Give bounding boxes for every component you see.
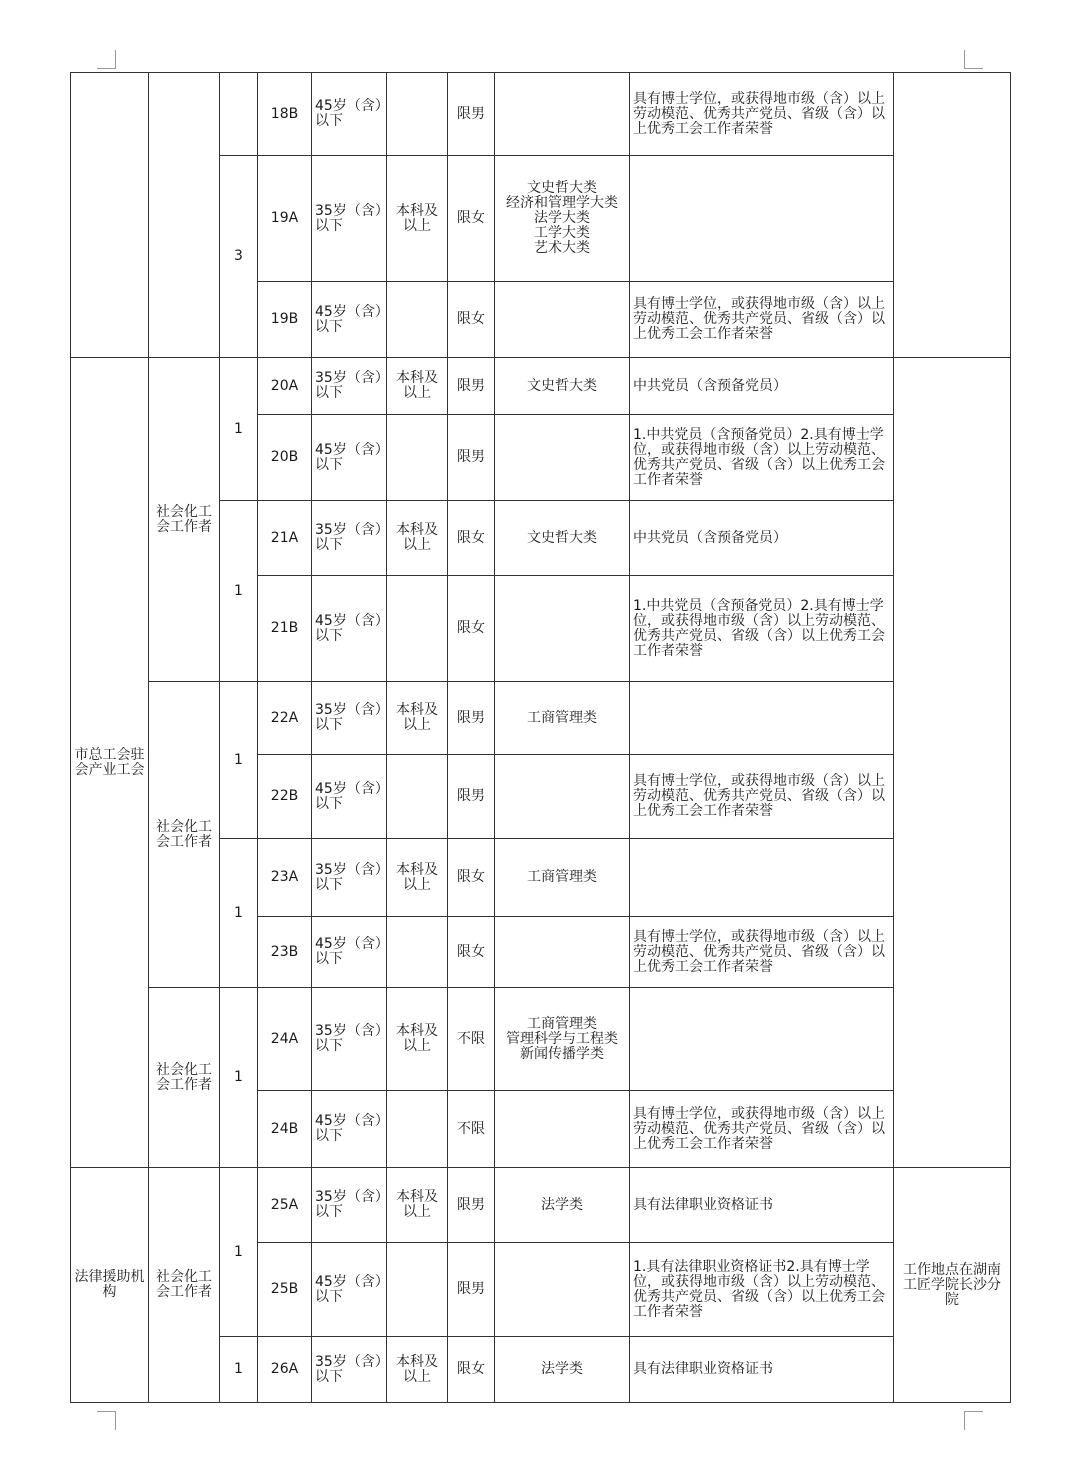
- age-limit: 45岁（含）以下: [312, 755, 387, 839]
- education: [387, 1243, 448, 1337]
- gender: 限女: [448, 917, 495, 988]
- age-limit: 35岁（含）以下: [312, 358, 387, 415]
- education: [387, 917, 448, 988]
- note-cell: [894, 73, 1011, 358]
- major: 法学类: [495, 1337, 630, 1403]
- major-line: 工学大类: [534, 225, 590, 241]
- gender: 限男: [448, 358, 495, 415]
- age-limit: 45岁（含）以下: [312, 1091, 387, 1168]
- post-code: 23A: [258, 839, 312, 917]
- hire-count: 1: [220, 1168, 258, 1337]
- education: [387, 755, 448, 839]
- education: 本科及以上: [387, 501, 448, 576]
- recruitment-table: [70, 72, 1011, 1403]
- age-limit: 35岁（含）以下: [312, 501, 387, 576]
- hire-count: 1: [220, 682, 258, 839]
- position-name: 社会化工会工作者: [149, 358, 220, 682]
- major-line: 工商管理类: [527, 1015, 597, 1032]
- table-row: [71, 988, 1011, 1091]
- post-code: 21A: [258, 501, 312, 576]
- unit-name: 市总工会驻会产业工会: [71, 358, 149, 1168]
- requirements: [630, 988, 894, 1091]
- post-code: 21B: [258, 576, 312, 682]
- major: [495, 1091, 630, 1168]
- post-code: 20B: [258, 415, 312, 501]
- hire-count: 1: [220, 501, 258, 682]
- education: 本科及以上: [387, 988, 448, 1091]
- age-limit: 45岁（含）以下: [312, 917, 387, 988]
- requirements: 1.中共党员（含预备党员）2.具有博士学位，或获得地市级（含）以上劳动模范、优秀共产党员、省级（含）以上优秀工会工作者荣誉: [630, 415, 894, 501]
- major: 工商管理类: [495, 839, 630, 917]
- position-name: 社会化工会工作者: [149, 1168, 220, 1403]
- major-line: 法学大类: [534, 210, 590, 226]
- major-line: 管理科学与工程类: [506, 1030, 618, 1047]
- major-line: 新闻传播学类: [520, 1045, 604, 1062]
- age-limit: 45岁（含）以下: [312, 73, 387, 156]
- requirements: 具有法律职业资格证书: [630, 1168, 894, 1243]
- major: [495, 917, 630, 988]
- requirements: [630, 156, 894, 282]
- education: [387, 415, 448, 501]
- education: 本科及以上: [387, 1337, 448, 1403]
- gender: 限男: [448, 73, 495, 156]
- gender: 限男: [448, 1168, 495, 1243]
- crop-mark-bottom-right: [964, 1411, 983, 1430]
- table-row: [71, 358, 1011, 415]
- gender: 限男: [448, 682, 495, 755]
- major: [495, 415, 630, 501]
- major-line: 经济和管理学大类: [506, 195, 618, 211]
- major: [495, 576, 630, 682]
- gender: 限女: [448, 282, 495, 358]
- table-row: [71, 1168, 1011, 1243]
- post-code: 26A: [258, 1337, 312, 1403]
- position-name: 社会化工会工作者: [149, 988, 220, 1168]
- unit-name: 法律援助机构: [71, 1168, 149, 1403]
- major: [495, 73, 630, 156]
- gender: 限女: [448, 576, 495, 682]
- age-limit: 45岁（含）以下: [312, 415, 387, 501]
- post-code: 18B: [258, 73, 312, 156]
- position-cell-continued: [149, 73, 220, 358]
- major: [495, 156, 630, 282]
- major: 文史哲大类: [495, 358, 630, 415]
- major: 工商管理类: [495, 682, 630, 755]
- requirements: 中共党员（含预备党员）: [630, 501, 894, 576]
- gender: 不限: [448, 988, 495, 1091]
- post-code: 24B: [258, 1091, 312, 1168]
- count-cell-continued: [220, 73, 258, 156]
- crop-mark-bottom-left: [97, 1411, 116, 1430]
- table-row: [71, 73, 1011, 156]
- major-line: 艺术大类: [534, 240, 590, 256]
- education: 本科及以上: [387, 358, 448, 415]
- post-code: 20A: [258, 358, 312, 415]
- crop-mark-top-left: [97, 50, 116, 69]
- major: [495, 988, 630, 1091]
- age-limit: 35岁（含）以下: [312, 682, 387, 755]
- unit-cell-continued: [71, 73, 149, 358]
- position-name: 社会化工会工作者: [149, 682, 220, 988]
- requirements: [630, 682, 894, 755]
- age-limit: 35岁（含）以下: [312, 156, 387, 282]
- major: [495, 282, 630, 358]
- education: 本科及以上: [387, 156, 448, 282]
- post-code: 19A: [258, 156, 312, 282]
- age-limit: 35岁（含）以下: [312, 1168, 387, 1243]
- note-cell: [894, 358, 1011, 1168]
- education: [387, 282, 448, 358]
- gender: 限男: [448, 755, 495, 839]
- major: [495, 755, 630, 839]
- work-location-note: 工作地点在湖南工匠学院长沙分院: [894, 1168, 1011, 1403]
- education: 本科及以上: [387, 1168, 448, 1243]
- gender: 限女: [448, 501, 495, 576]
- major-line: 文史哲大类: [527, 180, 597, 196]
- gender: 不限: [448, 1091, 495, 1168]
- hire-count: 1: [220, 988, 258, 1168]
- post-code: 22B: [258, 755, 312, 839]
- age-limit: 45岁（含）以下: [312, 282, 387, 358]
- major: 法学类: [495, 1168, 630, 1243]
- requirements: 具有博士学位，或获得地市级（含）以上劳动模范、优秀共产党员、省级（含）以上优秀工会工作者荣誉: [630, 1091, 894, 1168]
- requirements: 中共党员（含预备党员）: [630, 358, 894, 415]
- requirements: 具有博士学位，或获得地市级（含）以上劳动模范、优秀共产党员、省级（含）以上优秀工会工作者荣誉: [630, 917, 894, 988]
- requirements: [630, 839, 894, 917]
- requirements: 1.具有法律职业资格证书2.具有博士学位，或获得地市级（含）以上劳动模范、优秀共产党员、省级（含）以上优秀工会工作者荣誉: [630, 1243, 894, 1337]
- gender: 限男: [448, 415, 495, 501]
- hire-count: 1: [220, 358, 258, 501]
- post-code: 23B: [258, 917, 312, 988]
- post-code: 19B: [258, 282, 312, 358]
- age-limit: 35岁（含）以下: [312, 839, 387, 917]
- post-code: 24A: [258, 988, 312, 1091]
- gender: 限女: [448, 839, 495, 917]
- table-row: [71, 682, 1011, 755]
- age-limit: 35岁（含）以下: [312, 1337, 387, 1403]
- gender: 限女: [448, 156, 495, 282]
- age-limit: 45岁（含）以下: [312, 1243, 387, 1337]
- hire-count: 3: [220, 156, 258, 358]
- major: 文史哲大类: [495, 501, 630, 576]
- requirements: 具有法律职业资格证书: [630, 1337, 894, 1403]
- age-limit: 45岁（含）以下: [312, 576, 387, 682]
- post-code: 22A: [258, 682, 312, 755]
- age-limit: 35岁（含）以下: [312, 988, 387, 1091]
- education: [387, 73, 448, 156]
- crop-mark-top-right: [964, 50, 983, 69]
- education: [387, 1091, 448, 1168]
- post-code: 25A: [258, 1168, 312, 1243]
- gender: 限女: [448, 1337, 495, 1403]
- education: 本科及以上: [387, 839, 448, 917]
- gender: 限男: [448, 1243, 495, 1337]
- major: [495, 1243, 630, 1337]
- requirements: 具有博士学位，或获得地市级（含）以上劳动模范、优秀共产党员、省级（含）以上优秀工会工作者荣誉: [630, 282, 894, 358]
- requirements: 1.中共党员（含预备党员）2.具有博士学位，或获得地市级（含）以上劳动模范、优秀共产党员、省级（含）以上优秀工会工作者荣誉: [630, 576, 894, 682]
- hire-count: 1: [220, 839, 258, 988]
- requirements: 具有博士学位，或获得地市级（含）以上劳动模范、优秀共产党员、省级（含）以上优秀工会工作者荣誉: [630, 73, 894, 156]
- hire-count: 1: [220, 1337, 258, 1403]
- post-code: 25B: [258, 1243, 312, 1337]
- requirements: 具有博士学位，或获得地市级（含）以上劳动模范、优秀共产党员、省级（含）以上优秀工会工作者荣誉: [630, 755, 894, 839]
- education: [387, 576, 448, 682]
- education: 本科及以上: [387, 682, 448, 755]
